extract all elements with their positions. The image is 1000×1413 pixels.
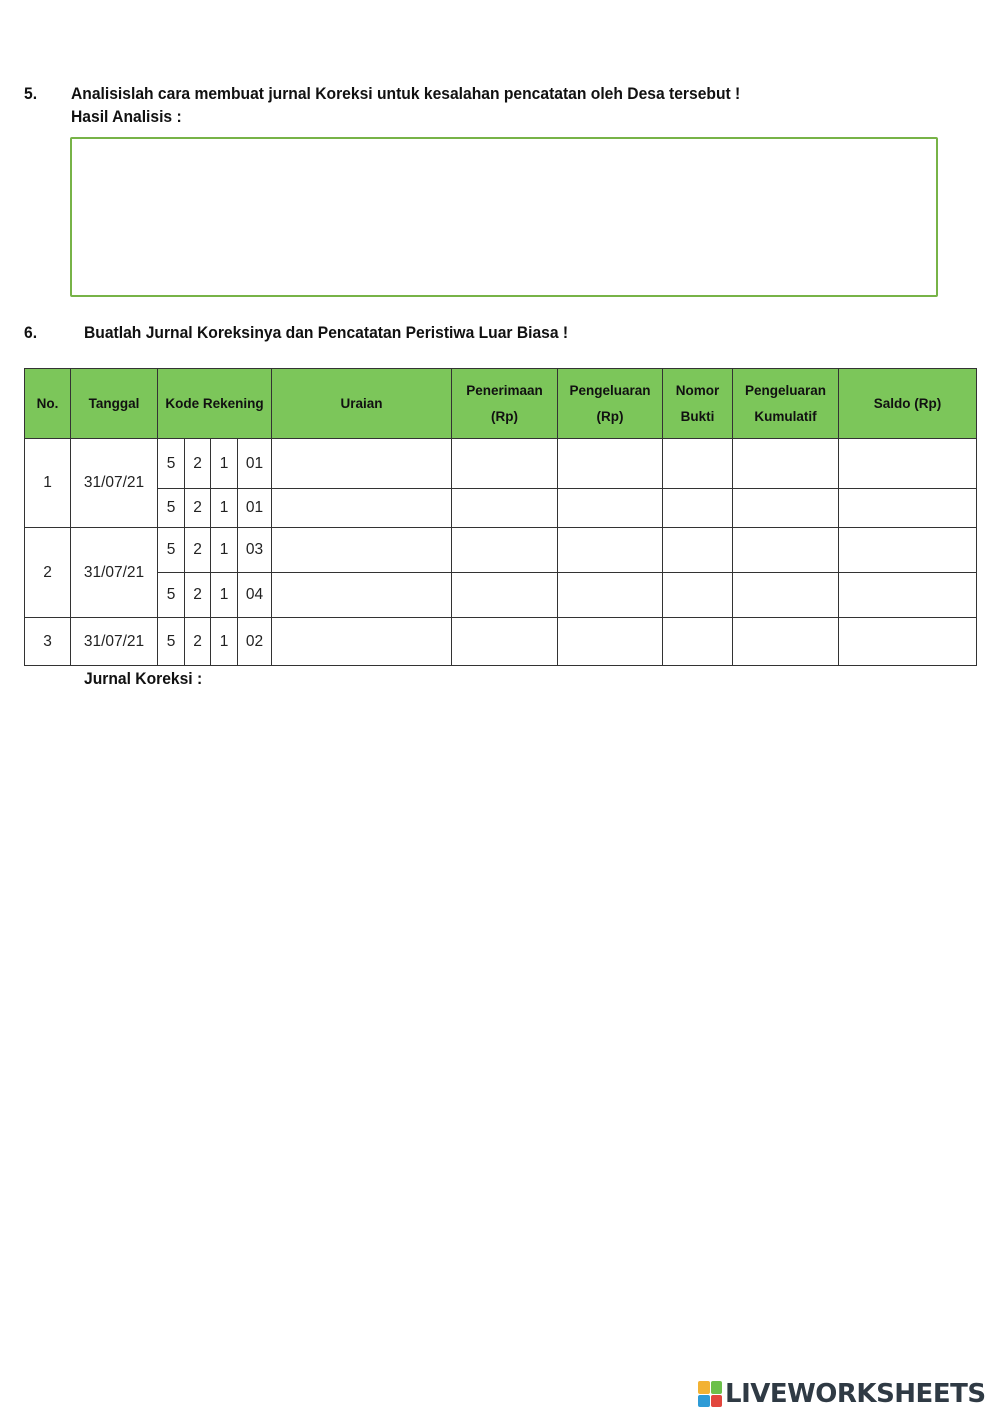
- cell-uraian-input[interactable]: [272, 528, 452, 573]
- cell-code-1: 5: [158, 489, 185, 528]
- cell-code-2: 2: [185, 573, 211, 618]
- logo-square-3: [698, 1395, 710, 1408]
- cell-pengeluaran-input[interactable]: [558, 618, 663, 666]
- table-row: [25, 489, 977, 528]
- cell-code-3: 1: [211, 489, 238, 528]
- header-saldo: Saldo (Rp): [839, 369, 977, 439]
- cell-code-3: 1: [211, 573, 238, 618]
- cell-code-2: 2: [185, 439, 211, 489]
- cell-tanggal: 31/07/21: [71, 528, 158, 618]
- cell-uraian-input[interactable]: [272, 439, 452, 489]
- cell-no: 1: [25, 439, 71, 528]
- answer-label: Hasil Analisis :: [71, 107, 182, 126]
- cell-code-4: 01: [238, 489, 272, 528]
- table-row: [25, 618, 977, 666]
- header-penerimaan: Penerimaan (Rp): [452, 369, 558, 439]
- cell-uraian-input[interactable]: [272, 573, 452, 618]
- header-uraian: Uraian: [272, 369, 452, 439]
- cell-saldo-input[interactable]: [839, 439, 977, 489]
- cell-saldo-input[interactable]: [839, 618, 977, 666]
- cell-kumulatif-input[interactable]: [733, 439, 839, 489]
- cell-nomor-bukti-input[interactable]: [663, 489, 733, 528]
- cell-tanggal: 31/07/21: [71, 439, 158, 528]
- cell-code-3: 1: [211, 528, 238, 573]
- jurnal-koreksi-label: Jurnal Koreksi :: [84, 669, 203, 688]
- cell-saldo-input[interactable]: [839, 573, 977, 618]
- cell-nomor-bukti-input[interactable]: [663, 573, 733, 618]
- cell-code-2: 2: [185, 528, 211, 573]
- cell-kumulatif-input[interactable]: [733, 528, 839, 573]
- cell-uraian-input[interactable]: [272, 489, 452, 528]
- answer-textbox[interactable]: [70, 137, 938, 297]
- header-kode-rekening: Kode Rekening: [158, 369, 272, 439]
- liveworksheets-logo-text: LIVEWORKSHEETS: [725, 1379, 986, 1409]
- cell-penerimaan-input[interactable]: [452, 528, 558, 573]
- liveworksheets-logo: [698, 1379, 986, 1409]
- cell-kumulatif-input[interactable]: [733, 573, 839, 618]
- question-6-number: 6.: [24, 323, 38, 342]
- header-pengeluaran-kumulatif: Pengeluaran Kumulatif: [733, 369, 839, 439]
- cell-code-4: 01: [238, 439, 272, 489]
- cell-code-2: 2: [185, 489, 211, 528]
- cell-pengeluaran-input[interactable]: [558, 439, 663, 489]
- cell-saldo-input[interactable]: [839, 528, 977, 573]
- question-6-text: Buatlah Jurnal Koreksinya dan Pencatatan Peristiwa Luar Biasa !: [84, 323, 569, 342]
- cell-code-1: 5: [158, 528, 185, 573]
- header-tanggal: Tanggal: [71, 369, 158, 439]
- table-row: [25, 573, 977, 618]
- logo-square-2: [711, 1381, 723, 1394]
- cell-code-2: 2: [185, 618, 211, 666]
- cell-code-1: 5: [158, 573, 185, 618]
- cell-kumulatif-input[interactable]: [733, 489, 839, 528]
- liveworksheets-logo-icon: [698, 1381, 722, 1407]
- cell-code-4: 02: [238, 618, 272, 666]
- cell-code-4: 04: [238, 573, 272, 618]
- cell-penerimaan-input[interactable]: [452, 618, 558, 666]
- cell-nomor-bukti-input[interactable]: [663, 439, 733, 489]
- cell-no: 3: [25, 618, 71, 666]
- cell-nomor-bukti-input[interactable]: [663, 528, 733, 573]
- cell-penerimaan-input[interactable]: [452, 573, 558, 618]
- cell-kumulatif-input[interactable]: [733, 618, 839, 666]
- logo-square-1: [698, 1381, 710, 1394]
- cell-saldo-input[interactable]: [839, 489, 977, 528]
- cell-pengeluaran-input[interactable]: [558, 489, 663, 528]
- cell-pengeluaran-input[interactable]: [558, 528, 663, 573]
- question-5-text: Analisislah cara membuat jurnal Koreksi untuk kesalahan pencatatan oleh Desa tersebut !: [71, 84, 741, 103]
- question-5-number: 5.: [24, 84, 38, 103]
- cell-code-1: 5: [158, 439, 185, 489]
- logo-square-4: [711, 1395, 723, 1408]
- cell-penerimaan-input[interactable]: [452, 439, 558, 489]
- cell-uraian-input[interactable]: [272, 618, 452, 666]
- cell-nomor-bukti-input[interactable]: [663, 618, 733, 666]
- header-no: No.: [25, 369, 71, 439]
- cell-code-3: 1: [211, 618, 238, 666]
- cell-tanggal: 31/07/21: [71, 618, 158, 666]
- header-nomor-bukti: Nomor Bukti: [663, 369, 733, 439]
- cell-no: 2: [25, 528, 71, 618]
- header-pengeluaran: Pengeluaran (Rp): [558, 369, 663, 439]
- cell-code-1: 5: [158, 618, 185, 666]
- cell-code-3: 1: [211, 439, 238, 489]
- cell-pengeluaran-input[interactable]: [558, 573, 663, 618]
- journal-table: [24, 368, 977, 666]
- cell-code-4: 03: [238, 528, 272, 573]
- table-row: [25, 439, 977, 489]
- table-row: [25, 528, 977, 573]
- cell-penerimaan-input[interactable]: [452, 489, 558, 528]
